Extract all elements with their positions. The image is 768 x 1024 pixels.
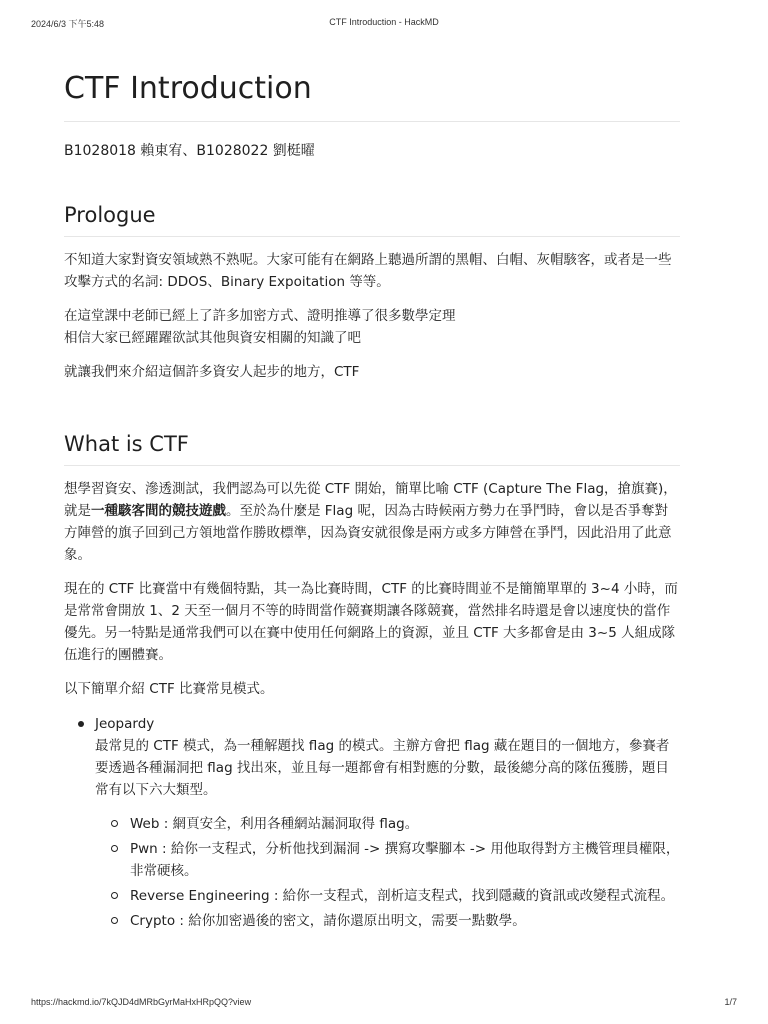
list-item-type-pwn	[95, 838, 680, 882]
type-text: Reverse Engineering : 給你一支程式，剖析這支程式，找到隱藏的資訊或改變程式流程。	[130, 888, 675, 904]
list-item-jeopardy	[64, 713, 680, 932]
bullet-circle-icon	[111, 820, 118, 827]
what-is-ctf-paragraph-3: 以下簡單介紹 CTF 比賽常見模式。	[64, 681, 274, 697]
mode-description: 最常見的 CTF 模式，為一種解題找 flag 的模式。主辦方會把 flag 藏在題目的一個地方，參賽者要透過各種漏洞把 flag 找出來，並且每一題都會有相對應的分數，最後總分高的隊伍獲勝，題目常有以下六大類型。	[95, 738, 670, 798]
document-body	[64, 66, 680, 935]
print-url: https://hackmd.io/7kQJD4dMRbGyrMaHxHRpQQ?view	[31, 997, 252, 1007]
prologue-paragraph-2	[64, 305, 680, 349]
what-p1-text-b: 。至於為什麼是 Flag 呢，因為古時候兩方勢力在爭鬥時，會以是否爭奪對方陣營的旗子回到己方領地當作勝敗標準，因為資安就很像是兩方或多方陣營在爭鬥，因此沿用了此意象。	[64, 503, 672, 563]
prologue-paragraph-2-line-2: 相信大家已經躍躍欲試其他與資安相關的知識了吧	[64, 330, 361, 346]
page-title: CTF Introduction	[64, 66, 680, 122]
what-is-ctf-paragraph-1	[64, 478, 680, 566]
what-p1-text-a: 想學習資安、滲透測試，我們認為可以先從 CTF 開始，簡單比喻 CTF (Capture The Flag，搶旗賽)，就是	[64, 481, 677, 519]
list-item-type-crypto	[95, 910, 680, 932]
prologue-paragraph-1: 不知道大家對資安領域熟不熟呢。大家可能有在網路上聽過所謂的黑帽、白帽、灰帽駭客，或者是一些攻擊方式的名詞: DDOS、Binary Expoitation 等等。	[64, 252, 672, 290]
bullet-circle-icon	[111, 917, 118, 924]
bullet-circle-icon	[111, 892, 118, 899]
what-p1-bold-phrase: 一種駭客間的競技遊戲	[91, 503, 226, 519]
type-text: Web : 網頁安全，利用各種網站漏洞取得 flag。	[130, 816, 419, 832]
bullet-circle-icon	[111, 845, 118, 852]
type-text: Crypto : 給你加密過後的密文，請你還原出明文，需要一點數學。	[130, 913, 526, 929]
heading-prologue: Prologue	[64, 200, 680, 237]
list-item-type-web	[95, 813, 680, 835]
print-datetime: 2024/6/3 下午5:48	[31, 19, 105, 29]
jeopardy-type-list	[95, 813, 680, 932]
prologue-paragraph-2-line-1: 在這堂課中老師已經上了許多加密方式、證明推導了很多數學定理	[64, 308, 456, 324]
mode-title: Jeopardy	[95, 716, 155, 732]
prologue-paragraph-3: 就讓我們來介紹這個許多資安人起步的地方，CTF	[64, 364, 360, 380]
print-page-number: 1/7	[724, 997, 737, 1007]
what-is-ctf-paragraph-2: 現在的 CTF 比賽當中有幾個特點，其一為比賽時間，CTF 的比賽時間並不是簡簡單單的 3~4 小時，而是常常會開放 1、2 天至一個月不等的時間當作競賽期讓各隊競賽，當然排名時還是會以速度快的當作優先。另一特點是通常我們可以在賽中使用任何網路上的資源，並且 CTF 大多都會是由 3~5 人組成隊伍進行的團體賽。	[64, 581, 678, 663]
type-text: Pwn : 給你一支程式，分析他找到漏洞 -> 撰寫攻擊腳本 -> 用他取得對方主機管理員權限，非常硬核。	[130, 841, 680, 879]
print-header	[0, 17, 768, 29]
heading-what-is-ctf: What is CTF	[64, 429, 680, 466]
print-title: CTF Introduction - HackMD	[329, 17, 439, 27]
print-footer	[0, 997, 768, 1009]
ctf-mode-list	[64, 713, 680, 932]
authors-line: B1028018 賴東宥、B1028022 劉梃曜	[64, 143, 315, 159]
list-item-type-reverse	[95, 885, 680, 907]
bullet-disc-icon	[78, 721, 84, 727]
